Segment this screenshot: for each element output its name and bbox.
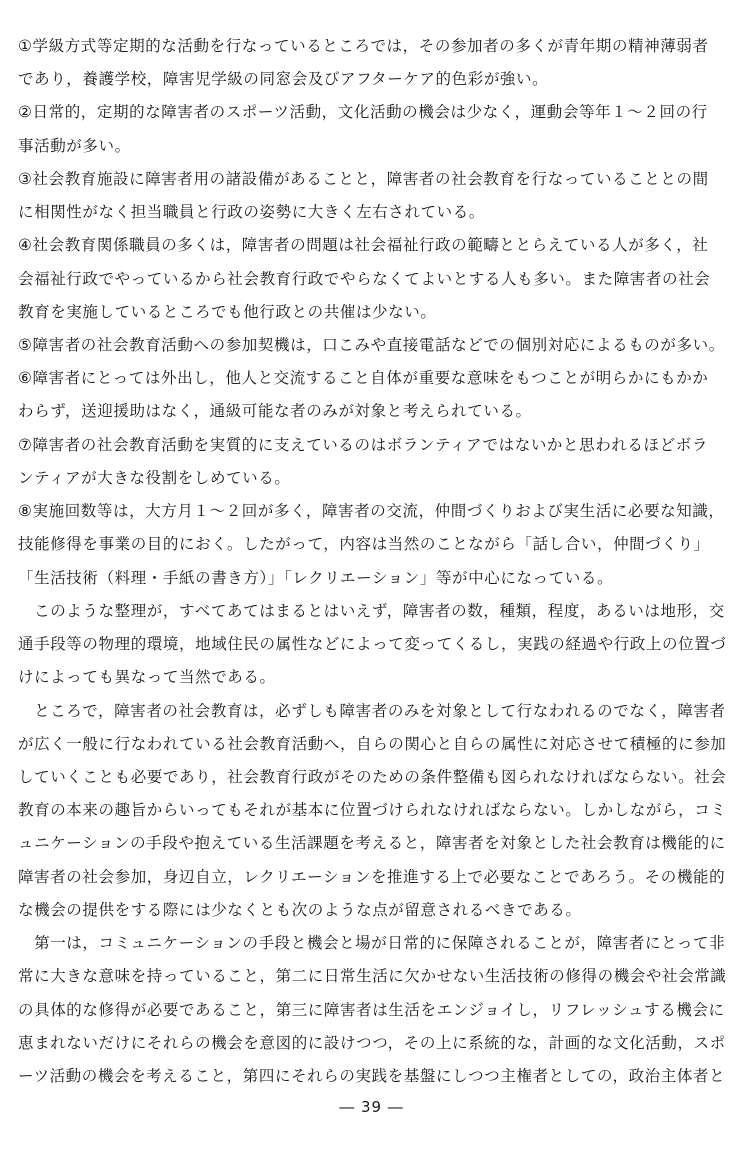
text-line: ⑥障害者にとっては外出し，他人と交流すること自体が重要な意味をもつことが明らかにもかか <box>18 369 709 387</box>
text-line: していくことも必要であり，社会教育行政がそのための条件整備も図られなければならない。社会 <box>18 768 727 786</box>
text-line: ュニケーションの手段や抱えている生活課題を考えると，障害者を対象とした社会教育は機能的に <box>18 834 726 852</box>
text-line: が広く一般に行なわれている社会教育活動へ，自らの関心と自らの属性に対応させて積極的に参加 <box>18 735 727 753</box>
text-line: 教育の本来の趣旨からいってもそれが基本に位置づけられなければならない。しかしながら，コミ <box>18 801 727 819</box>
text-line: であり，養護学校，障害児学級の同窓会及びアフターケア的色彩が強い。 <box>18 70 549 88</box>
text-line: 恵まれないだけにそれらの機会を意図的に設けつつ，その上に系統的な，計画的な文化活動，スポ <box>18 1034 726 1052</box>
text-line: ンティアが大きな役割をしめている。 <box>18 469 291 487</box>
text-line: 会福祉行政でやっているから社会教育行政でやらなくてよいとする人も多い。また障害者の社会 <box>18 270 711 288</box>
text-line: けによっても異なって当然である。 <box>18 668 276 686</box>
text-line: ⑧実施回数等は，大方月１～２回が多く，障害者の交流，仲間づくりおよび実生活に必要な知識， <box>18 502 725 520</box>
page-number: ― 39 ― <box>339 1098 404 1116</box>
text-line: の具体的な修得が必要であること，第三に障害者は生活をエンジョイし，リフレッシュする機会に <box>18 1001 725 1019</box>
text-line: 障害者の社会参加，身辺自立，レクリエーションを推進する上で必要なことであろう。その機能的 <box>18 868 726 886</box>
text-line: ③社会教育施設に障害者用の諸設備があることと，障害者の社会教育を行なっていることとの間 <box>18 170 709 188</box>
text-line: 常に大きな意味を持っていること，第二に日常生活に欠かせない生活技術の修得の機会や社会常識 <box>18 967 727 985</box>
text-line: 第一は，コミュニケーションの手段と機会と場が日常的に保障されることが，障害者にとって非 <box>18 934 726 952</box>
text-line: ーツ活動の機会を考えること，第四にそれらの実践を基盤にしつつ主権者としての，政治主体者と <box>18 1067 726 1085</box>
text-line: な機会の提供をする際には少なくとも次のような点が留意されるべきである。 <box>18 901 582 919</box>
text-line: ⑦障害者の社会教育活動を実質的に支えているのはボランティアではないかと思われるほどボラ <box>18 436 708 454</box>
text-line: わらず，送迎援助はなく，通級可能な者のみが対象と考えられている。 <box>18 402 532 420</box>
text-line: ②日常的，定期的な障害者のスポーツ活動，文化活動の機会は少なく，運動会等年１～２回の行 <box>18 103 708 121</box>
text-line: 事活動が多い。 <box>18 137 131 155</box>
text-line: 技能修得を事業の目的におく。したがって，内容は当然のことながら「話し合い，仲間づくり」 <box>18 535 710 553</box>
text-line: 教育を実施しているところでも他行政との共催は少ない。 <box>18 303 437 321</box>
text-line: ⑤障害者の社会教育活動への参加契機は，口こみや直接電話などでの個別対応によるものが多い。 <box>18 336 725 354</box>
text-line: ④社会教育関係職員の多くは，障害者の問題は社会福祉行政の範疇ととらえている人が多く，社 <box>18 236 709 254</box>
text-line: ところで，障害者の社会教育は，必ずしも障害者のみを対象として行なわれるのでなく，障害者 <box>18 702 726 720</box>
text-line: 通手段等の物理的環境，地域住民の属性などによって変ってくるし，実践の経過や行政上の位置づ <box>18 635 727 653</box>
text-line: に相関性がなく担当職員と行政の姿勢に大きく左右されている。 <box>18 203 485 221</box>
text-line: 「生活技術（料理・手紙の書き方）」「レクリエーション」等が中心になっている。 <box>18 569 614 587</box>
text-line: ①学級方式等定期的な活動を行なっているところでは，その参加者の多くが青年期の精神薄弱者 <box>18 37 709 55</box>
text-line: このような整理が，すべてあてはまるとはいえず，障害者の数，種類，程度，あるいは地形，交 <box>18 602 725 620</box>
